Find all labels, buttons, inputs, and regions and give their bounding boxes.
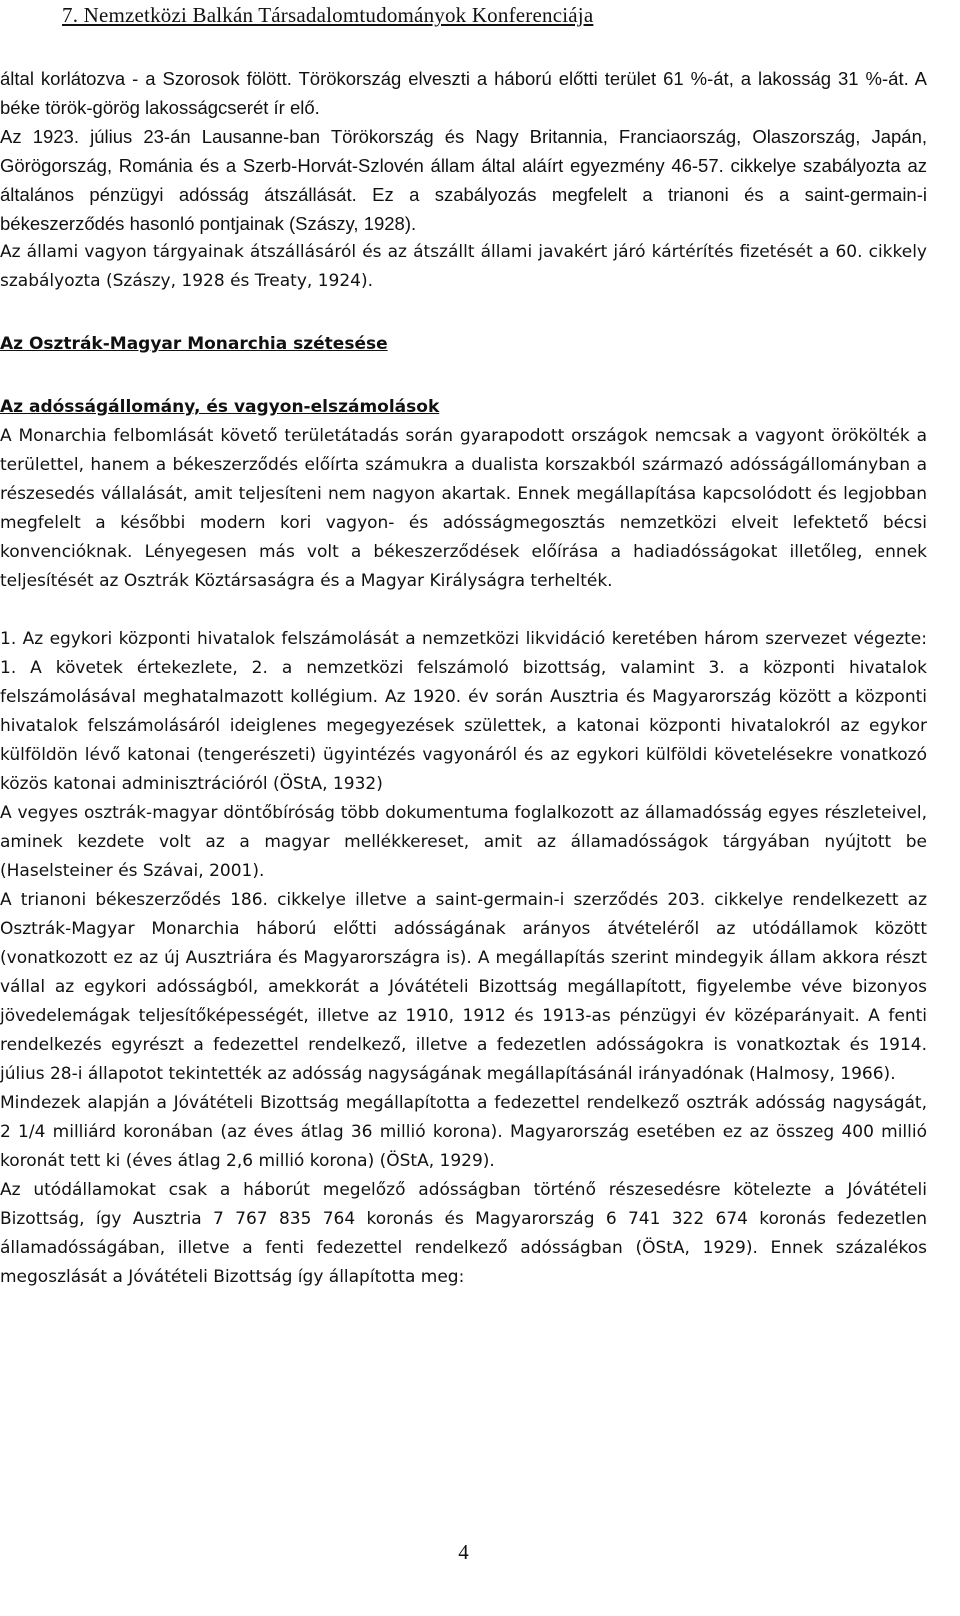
paragraph: Az utódállamokat csak a háborút megelőző adósságban történő részesedésre kötelezte a Jóvátételi Bizottság, így Ausztria 7 767 835 764 koronás és Magyarország 6 741 322 674 koronás fedezetlen államadósságában, illetve a fenti fedezettel rendelkező adósságban (ÖStA, 1929). Ennek százalékos megoszlását a Jóvátételi Bizottság így állapította meg: xyxy=(0,1180,927,1287)
conference-header xyxy=(62,2,922,28)
subsection-heading: Az adósságállomány, és vagyon-elszámolások xyxy=(0,397,440,417)
spacer xyxy=(0,359,927,393)
paragraph: A vegyes osztrák-magyar döntőbíróság több dokumentuma foglalkozott az államadósság egyes részleteivel, aminek kezdete volt az a magyar mellékkereset, amit az államadósságok tárgyában nyújtott be (Haselsteiner és Szávai, 2001). xyxy=(0,803,927,881)
section-heading: Az Osztrák-Magyar Monarchia szétesése xyxy=(0,334,388,354)
paragraph: Az 1923. július 23-án Lausanne-ban Törökország és Nagy Britannia, Franciaország, Olaszország, Japán, Görögország, Románia és a Szerb-Horvát-Szlovén állam által aláírt egyezmény 46-57. cikkelye szabályozta az általános pénzügyi adósság átszállását. Ez a szabályozás megfelelt a trianoni és a saint-germain-i békeszerződés hasonló pontjainak (Szászy, 1928). xyxy=(0,126,927,234)
conference-title: 7. Nemzetközi Balkán Társadalomtudományok Konferenciája xyxy=(62,3,594,27)
paragraph: Az állami vagyon tárgyainak átszállásáról és az átszállt állami javakért járó kártérítés fizetését a 60. cikkely szabályozta (Szászy, 1928 és Treaty, 1924). xyxy=(0,242,927,291)
paragraph: A Monarchia felbomlását követő területátadás során gyarapodott országok nemcsak a vagyont örökölték a területtel, hanem a békeszerződés előírta számukra a dualista korszakból származó adósságállományban a részesedés vállalását, amit teljesíteni nem nagyon akartak. Ennek megállapítása kapcsolódott és legjobban megfelelt a későbbi modern kori vagyon- és adósságmegosztás nemzetközi elveit lefektető bécsi konvencióknak. Lényegesen más volt a békeszerződések előírása a hadiadósságokat illetőleg, ennek teljesítését az Osztrák Köztársaságra és a Magyar Királyságra terhelték. xyxy=(0,426,927,591)
spacer xyxy=(0,596,927,625)
paragraph: A trianoni békeszerződés 186. cikkelye illetve a saint-germain-i szerződés 203. cikkelye rendelkezett az Osztrák-Magyar Monarchia háború előtti adósságának arányos átvételéről az utódállamok között (vonatkozott ez az új Ausztriára és Magyarországra is). A megállapítás szerint mindegyik állam akkora részt vállal az egykori adósságból, amekkorát a Jóvátételi Bizottság megállapított, figyelembe véve bizonyos jövedelemágak teljesítőképességét, illetve az 1910, 1912 és 1913-as pénzügyi év középarányait. A fenti rendelkezés egyrészt a fedezettel rendelkező, illetve a fedezetlen adósságokra is vonatkoztak és 1914. július 28-i állapotot tekintették az adósság nagyságának megállapításánál irányadónak (Halmosy, 1966). xyxy=(0,890,927,1084)
document-body xyxy=(0,64,927,1292)
paragraph: által korlátozva - a Szorosok fölött. Törökország elveszti a háború előtti terület 61 %-át, a lakosság 31 %-át. A béke török-görög lakosságcserét ír elő. xyxy=(0,68,927,118)
paragraph: 1. Az egykori központi hivatalok felszámolását a nemzetközi likvidáció keretében három szervezet végezte: 1. A követek értekezlete, 2. a nemzetközi felszámoló bizottság, valamint 3. a központi hivatalok felszámolásával meghatalmazott kollégium. Az 1920. év során Ausztria és Magyarország között a központi hivatalok felszámolásáról ideiglenes megegyezések születtek, a katonai központi hivatalokról az egykor külföldön lévő katonai (tengerészeti) ügyintézés vagyonáról és az egykori külföldi követelésekre vonatkozó közös katonai adminisztrációról (ÖStA, 1932) xyxy=(0,629,927,794)
paragraph: Mindezek alapján a Jóvátételi Bizottság megállapította a fedezettel rendelkező osztrák adósság nagyságát, 2 1/4 milliárd koronában (az éves átlag 36 millió korona). Magyarország esetében ez az összeg 400 millió koronát tett ki (éves átlag 2,6 millió korona) (ÖStA, 1929). xyxy=(0,1093,927,1171)
page-number: 4 xyxy=(458,1540,469,1564)
spacer xyxy=(0,296,927,330)
